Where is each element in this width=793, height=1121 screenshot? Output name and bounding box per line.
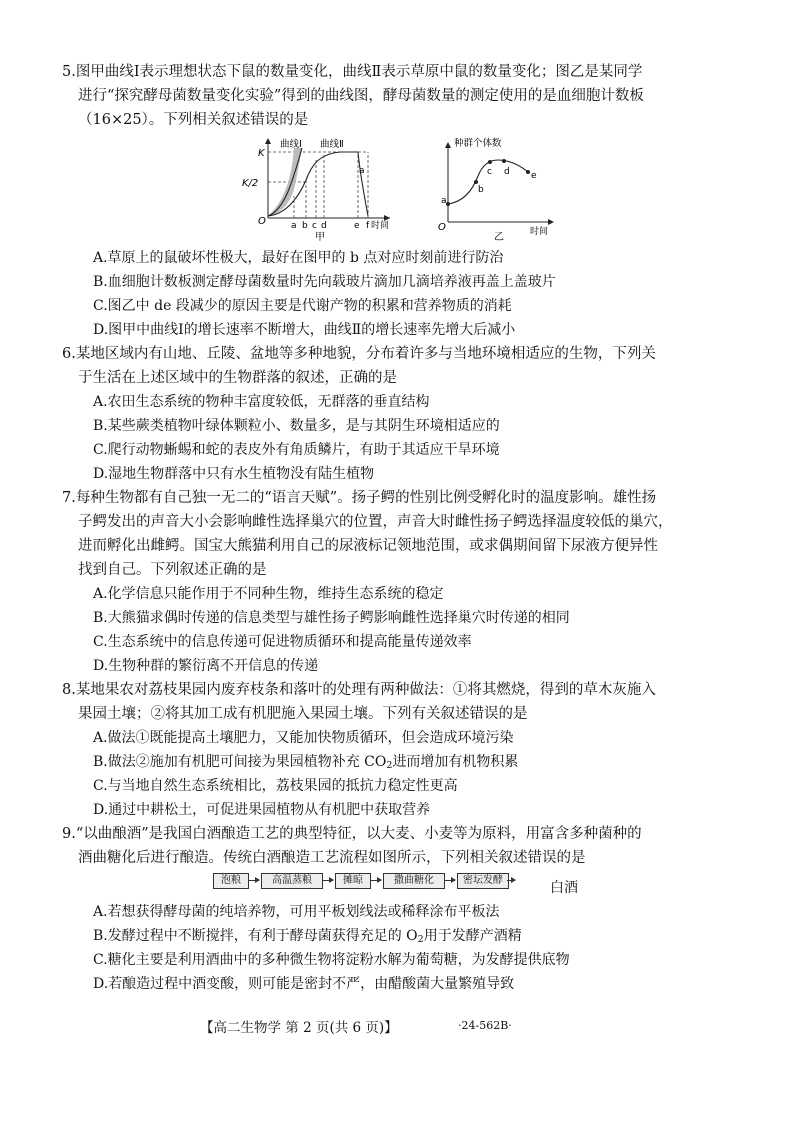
- footer-page-info: 【高二生物学 第 2 页(共 6 页)】: [200, 1020, 398, 1036]
- q8-option-b: [93, 751, 518, 777]
- q9-option-b: [93, 925, 522, 951]
- flow-arrow-5: [507, 880, 515, 881]
- q7-stem-line-3: 进而孵化出雌鳄。国宝大熊猫利用自己的尿液标记领地范围，或求偶期间留下尿液方便异性: [78, 538, 658, 554]
- fig-yi-point-e: e: [531, 171, 537, 181]
- fig-jia-tick-c: c: [312, 221, 317, 231]
- q5-stem-line-2: 进行“探究酵母菌数量变化实验”得到的曲线图，酵母菌数量的测定使用的是血细胞计数板: [78, 88, 644, 104]
- q9-option-a: A.若想获得酵母菌的纯培养物，可用平板划线法或稀释涂布平板法: [93, 904, 500, 920]
- q5-option-b: B.血细胞计数板测定酵母菌数量时先向载玻片滴加几滴培养液再盖上盖玻片: [93, 274, 556, 290]
- q6-stem-line-2: 于生活在上述区域中的生物群落的叙述，正确的是: [78, 370, 397, 386]
- fig-jia-a-mark: a: [359, 166, 365, 176]
- fig-jia-tick-f: f: [366, 221, 370, 231]
- footer-code: ·24-562B·: [458, 1019, 512, 1032]
- q8-option-b-tail: 进而增加有机物积累: [392, 754, 519, 770]
- flow-arrow-3: [371, 880, 381, 881]
- fig-jia-k2-label: K/2: [242, 178, 259, 189]
- figure-yi: [432, 134, 562, 244]
- fig-jia-tick-a: a: [291, 221, 297, 231]
- fig-jia-caption: 甲: [315, 232, 325, 243]
- q9-option-d: D.若酿造过程中酒变酸，则可能是密封不严，由醋酸菌大量繁殖导致: [93, 976, 515, 992]
- q7-option-a: A.化学信息只能作用于不同种生物，维持生态系统的稳定: [93, 586, 444, 602]
- fig-jia-curve2-label: 曲线Ⅱ: [320, 139, 344, 150]
- fig-jia-tick-e: e: [354, 221, 360, 231]
- figure-jia: [240, 134, 400, 244]
- q8-option-c: C.与当地自然生态系统相比，荔枝果园的抵抗力稳定性更高: [93, 778, 458, 794]
- fig-jia-tick-d: d: [321, 221, 327, 231]
- q7-stem-line-4: 找到自己。下列叙述正确的是: [78, 562, 267, 578]
- fig-yi-origin-label: O: [438, 222, 446, 233]
- q5-stem-line-1: 5.图甲曲线Ⅰ表示理想状态下鼠的数量变化，曲线Ⅱ表示草原中鼠的数量变化；图乙是某同学: [62, 64, 643, 80]
- q9-option-b-tail: 用于发酵产酒精: [423, 928, 522, 944]
- fig-jia-tick-b: b: [302, 221, 308, 231]
- fig-jia-x-label: 时间: [371, 221, 390, 231]
- q5-option-c: C.图乙中 de 段减少的原因主要是代谢产物的积累和营养物质的消耗: [93, 298, 512, 314]
- q7-option-b: B.大熊猫求偶时传递的信息类型与雄性扬子鳄影响雌性选择巢穴时传递的相同: [93, 610, 570, 626]
- flow-step-5: 密坛发酵: [457, 873, 509, 889]
- q8-option-a: A.做法①既能提高土壤肥力，又能加快物质循环，但会造成环境污染: [93, 730, 514, 746]
- fig-jia-k-label: K: [258, 148, 265, 159]
- q9-option-b-subscript: 2: [417, 934, 424, 945]
- q8-stem-line-1: 8.某地果农对荔枝果园内废弃枝条和落叶的处理有两种做法：①将其燃烧，得到的草木灰施入: [62, 682, 656, 698]
- fig-yi-y-label: 种群个体数: [454, 138, 502, 149]
- fig-jia-curve1-label: 曲线Ⅰ: [280, 139, 302, 150]
- q8-stem-line-2: 果园土壤；②将其加工成有机肥施入果园土壤。下列有关叙述错误的是: [78, 706, 528, 722]
- fig-yi-caption: 乙: [494, 232, 504, 243]
- fig-yi-point-c: c: [487, 167, 492, 177]
- q9-option-b-text: B.发酵过程中不断搅拌，有利于酵母菌获得充足的 O: [93, 928, 418, 944]
- flow-arrow-4: [445, 880, 455, 881]
- q7-stem-line-1: 7.每种生物都有自己独一无二的“语言天赋”。扬子鳄的性别比例受孵化时的温度影响。雄性扬: [62, 490, 657, 506]
- q8-option-b-text: B.做法②施加有机肥可间接为果园植物补充 CO: [93, 754, 387, 770]
- q5-option-a: A.草原上的鼠破坏性极大，最好在图甲的 b 点对应时刻前进行防治: [93, 250, 504, 266]
- flow-arrow-1: [249, 880, 259, 881]
- q7-option-d: D.生物种群的繁衍离不开信息的传递: [93, 658, 319, 674]
- q9-stem-line-1: 9.“以曲酿酒”是我国白酒酿造工艺的典型特征，以大麦、小麦等为原料，用富含多种菌种的: [62, 826, 642, 842]
- flow-product: 白酒: [550, 880, 578, 896]
- q9-process-flow: [213, 871, 513, 893]
- q8-option-d: D.通过中耕松土，可促进果园植物从有机肥中获取营养: [93, 802, 431, 818]
- fig-yi-x-label: 时间: [530, 227, 549, 237]
- fig-jia-origin-label: O: [258, 216, 266, 227]
- q7-stem-line-2: 子鳄发出的声音大小会影响雌性选择巢穴的位置，声音大时雌性扬子鳄选择温度较低的巢穴，: [78, 514, 673, 530]
- q8-option-b-subscript: 2: [386, 760, 393, 771]
- q5-stem-line-3: （16×25）。下列相关叙述错误的是: [78, 112, 309, 128]
- q9-option-c: C.糖化主要是利用酒曲中的多种微生物将淀粉水解为葡萄糖，为发酵提供底物: [93, 952, 570, 968]
- fig-yi-point-b: b: [478, 185, 484, 195]
- q9-stem-line-2: 酒曲糖化后进行酿造。传统白酒酿造工艺流程如图所示，下列相关叙述错误的是: [78, 850, 586, 866]
- flow-step-1: 泡粮: [213, 873, 249, 889]
- flow-step-3: 摊晾: [335, 873, 371, 889]
- q6-stem-line-1: 6.某地区域内有山地、丘陵、盆地等多种地貌，分布着许多与当地环境相适应的生物，下列关: [62, 346, 656, 362]
- q6-option-c: C.爬行动物蜥蜴和蛇的表皮外有角质鳞片，有助于其适应干旱环境: [93, 442, 500, 458]
- q6-option-a: A.农田生态系统的物种丰富度较低，无群落的垂直结构: [93, 394, 430, 410]
- q7-option-c: C.生态系统中的信息传递可促进物质循环和提高能量传递效率: [93, 634, 472, 650]
- fig-yi-point-a: a: [441, 196, 447, 206]
- flow-step-4: 撒曲糖化: [383, 873, 445, 889]
- flow-arrow-2: [323, 880, 333, 881]
- fig-yi-point-d: d: [504, 167, 510, 177]
- q6-option-b: B.某些蕨类植物叶绿体颗粒小、数量多，是与其阴生环境相适应的: [93, 418, 500, 434]
- q6-option-d: D.湿地生物群落中只有水生植物没有陆生植物: [93, 466, 375, 482]
- flow-step-2: 高温蒸粮: [261, 873, 323, 889]
- q5-option-d: D.图甲中曲线Ⅰ的增长速率不断增大，曲线Ⅱ的增长速率先增大后减小: [93, 322, 516, 338]
